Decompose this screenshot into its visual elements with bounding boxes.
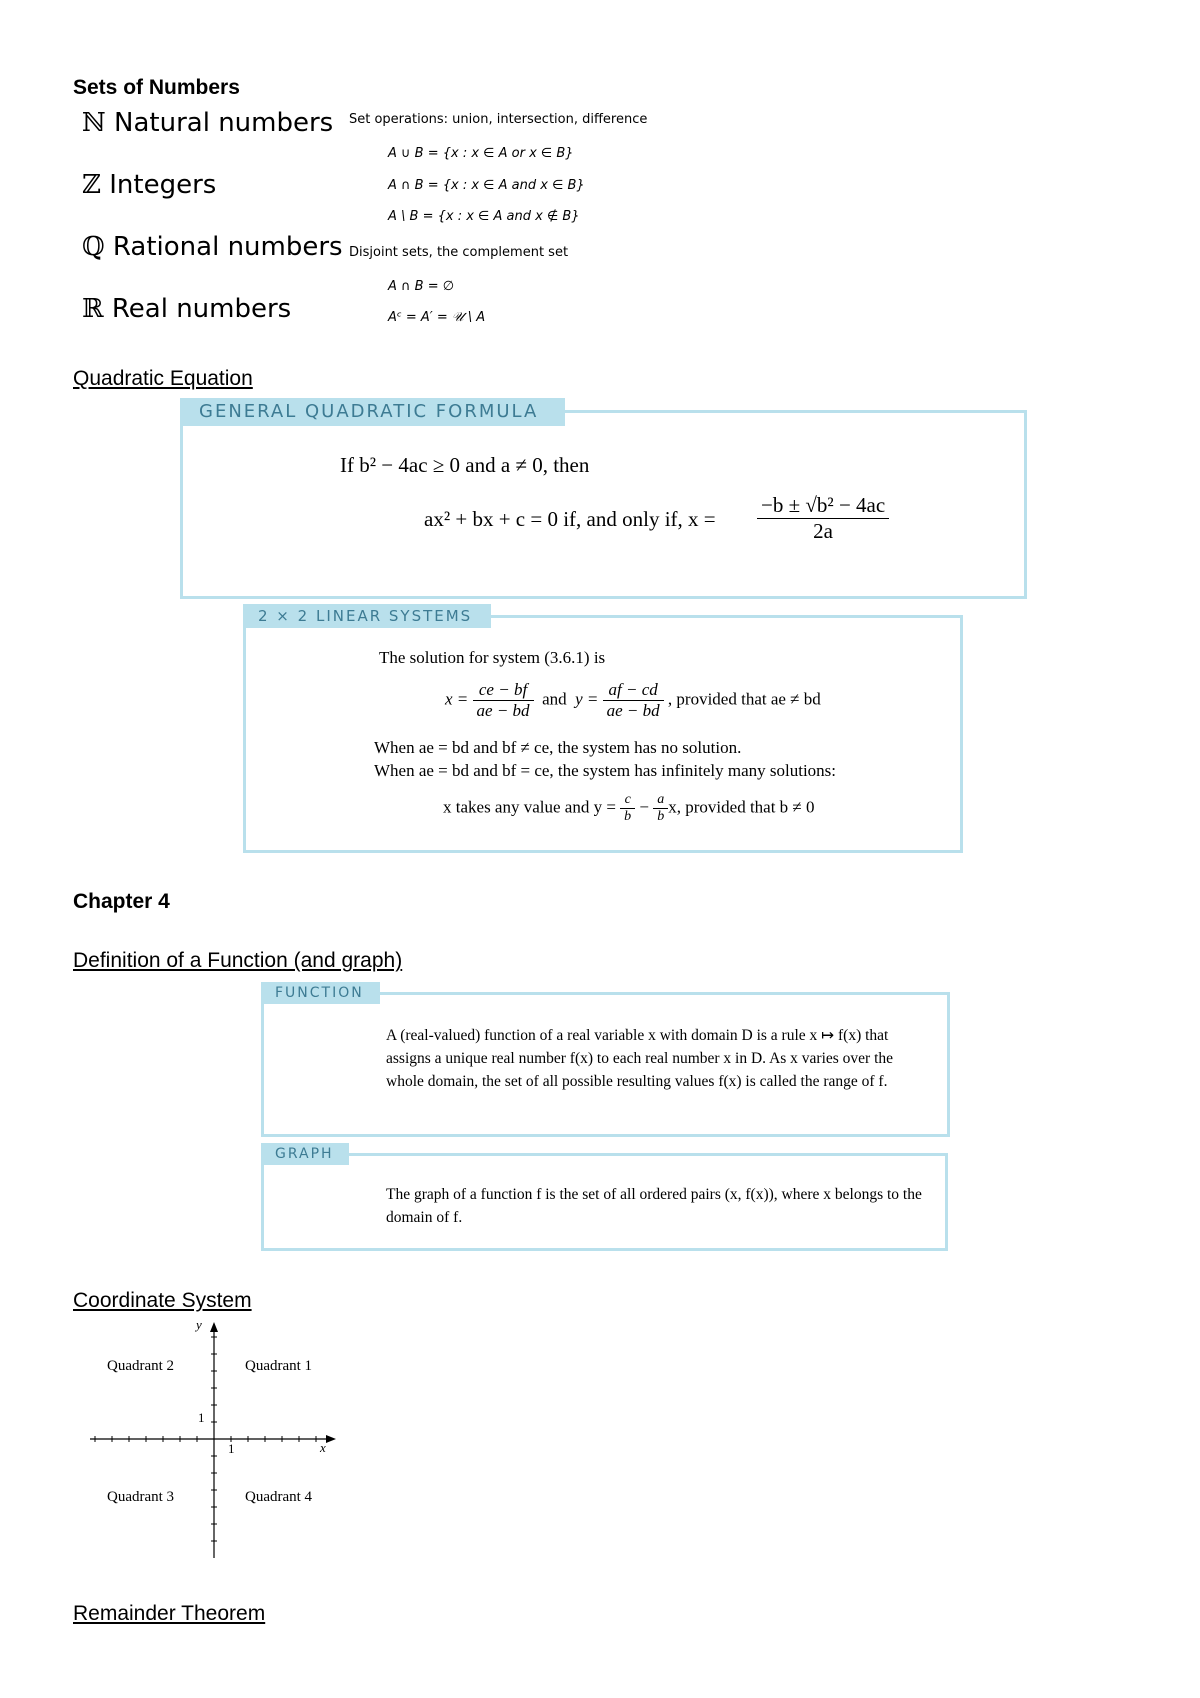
quadratic-fraction xyxy=(757,493,889,544)
disjoint-title: Disjoint sets, the complement set xyxy=(349,245,569,260)
quadrant-2-label: Quadrant 2 xyxy=(107,1358,175,1374)
any-value-text: x takes any value and y = xyxy=(443,797,616,817)
linear-infinite: When ae = bd and bf = ce, the system has infinitely many solutions: xyxy=(374,761,837,780)
y-equals: y = xyxy=(575,689,599,709)
x-axis-label: x xyxy=(320,1440,326,1455)
natural-label: Natural numbers xyxy=(114,108,334,138)
coordinate-heading: Coordinate System xyxy=(73,1289,252,1312)
linear-no-solution: When ae = bd and bf ≠ ce, the system has no solution. xyxy=(374,738,742,757)
y-denominator: ae − bd xyxy=(606,701,660,720)
set-real xyxy=(82,294,291,324)
and-word: and xyxy=(542,689,567,709)
quadratic-denominator: 2a xyxy=(813,519,833,543)
set-natural xyxy=(82,108,333,138)
minus-sign: − xyxy=(639,797,650,817)
coordinate-plane xyxy=(80,1318,340,1568)
quadratic-formula-box xyxy=(180,410,1027,599)
quadrant-4-label: Quadrant 4 xyxy=(245,1489,313,1505)
difference-formula: A \ B = {x : x ∈ A and x ∉ B} xyxy=(388,209,580,224)
rational-label: Rational numbers xyxy=(112,232,343,262)
natural-symbol: ℕ xyxy=(82,108,106,138)
function-tab: FUNCTION xyxy=(261,982,380,1004)
quadrant-3-label: Quadrant 3 xyxy=(107,1489,175,1505)
rational-symbol: ℚ xyxy=(82,232,105,262)
complement-formula: Aᶜ = A′ = 𝒰 \ A xyxy=(388,310,486,325)
real-label: Real numbers xyxy=(111,294,292,324)
union-formula: A ∪ B = {x : x ∈ A or x ∈ B} xyxy=(388,146,574,161)
integers-symbol: ℤ xyxy=(82,170,101,200)
x-axis-arrow xyxy=(326,1435,336,1443)
x-unit-label: 1 xyxy=(228,1441,235,1456)
remainder-heading: Remainder Theorem xyxy=(73,1602,266,1625)
a-over: a xyxy=(653,792,668,809)
sets-heading: Sets of Numbers xyxy=(73,76,240,99)
provided-b-nonzero: x, provided that b ≠ 0 xyxy=(668,797,815,817)
y-axis-label: y xyxy=(196,1317,202,1332)
linear-systems-tab: 2 × 2 LINEAR SYSTEMS xyxy=(243,604,491,628)
integers-label: Integers xyxy=(109,170,217,200)
x-numerator: ce − bf xyxy=(473,680,534,701)
x-equals: x = xyxy=(445,689,469,709)
y-axis-arrow xyxy=(210,1322,218,1332)
chapter-heading: Chapter 4 xyxy=(73,890,170,913)
x-denominator: ae − bd xyxy=(476,701,530,720)
y-numerator: af − cd xyxy=(603,680,664,701)
set-integers xyxy=(82,170,216,200)
linear-intro: The solution for system (3.6.1) is xyxy=(379,648,606,667)
c-over: c xyxy=(620,792,635,809)
quadratic-numerator: −b ± √b² − 4ac xyxy=(757,493,889,519)
function-heading: Definition of a Function (and graph) xyxy=(73,949,403,972)
quadratic-condition: If b² − 4ac ≥ 0 and a ≠ 0, then xyxy=(340,453,590,477)
b-under-2: b xyxy=(657,809,665,824)
quadratic-heading: Quadratic Equation xyxy=(73,367,253,390)
graph-definition: The graph of a function f is the set of all ordered pairs (x, f(x)), where x belongs to the domain of f. xyxy=(386,1186,922,1226)
graph-tab: GRAPH xyxy=(261,1143,349,1165)
y-unit-label: 1 xyxy=(198,1410,205,1425)
set-rational xyxy=(82,232,343,262)
b-under-1: b xyxy=(624,809,632,824)
disjoint-formula: A ∩ B = ∅ xyxy=(388,279,455,294)
intersection-formula: A ∩ B = {x : x ∈ A and x ∈ B} xyxy=(388,178,585,193)
quadratic-tab: GENERAL QUADRATIC FORMULA xyxy=(180,398,565,426)
real-symbol: ℝ xyxy=(82,294,104,324)
provided-ae-bd: , provided that ae ≠ bd xyxy=(667,689,821,709)
linear-solution xyxy=(445,680,821,721)
quadratic-equation: ax² + bx + c = 0 if, and only if, x = xyxy=(424,507,716,531)
set-operations-title: Set operations: union, intersection, difference xyxy=(349,112,648,127)
quadrant-1-label: Quadrant 1 xyxy=(245,1358,313,1374)
function-definition: A (real-valued) function of a real variable x with domain D is a rule x ↦ f(x) that assigns a unique real number f(x) to each real number x in D. As x varies over the whole domain, the set of all possible resulting values f(x) is called the range of f. xyxy=(386,1027,894,1090)
linear-any-value xyxy=(443,792,815,825)
